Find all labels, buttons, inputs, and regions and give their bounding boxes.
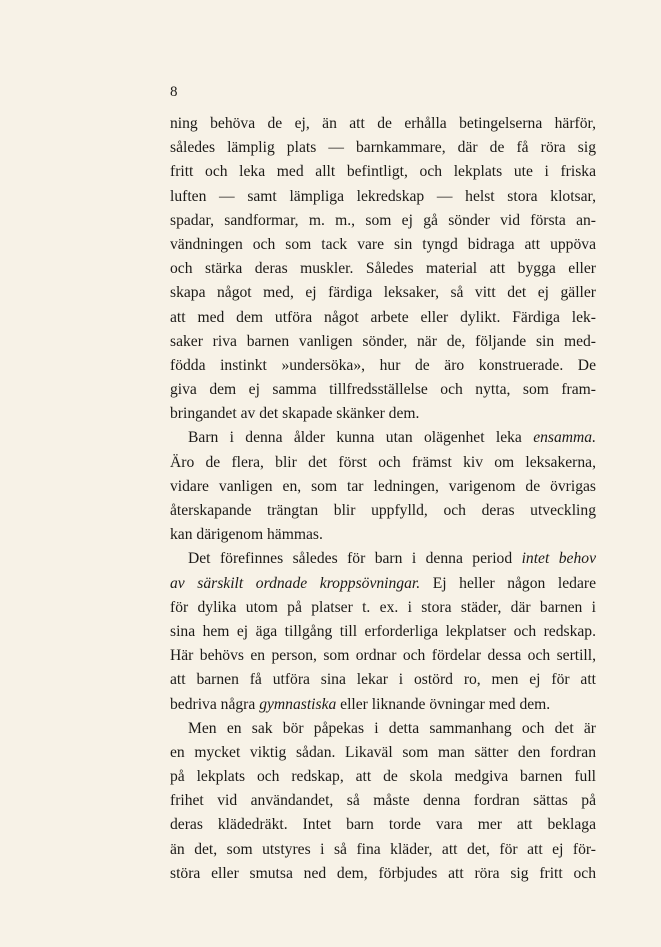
text-segment: deras klädedräkt. Intet barn torde vara mer att beklaga bbox=[170, 816, 596, 834]
text-segment: bedriva några bbox=[170, 695, 260, 713]
text-line bbox=[170, 596, 596, 620]
body-text bbox=[170, 112, 596, 886]
text-segment: fritt och leka med allt befintligt, och lekplats ute i friska bbox=[170, 163, 596, 181]
text-segment: en mycket viktig sådan. Likaväl som man sätter den fordran bbox=[170, 743, 596, 761]
text-line bbox=[170, 402, 596, 426]
italic-phrase: gymnastiska bbox=[259, 695, 337, 713]
text-segment: luften — samt lämpliga lekredskap — helst stora klotsar, bbox=[170, 187, 596, 205]
text-line bbox=[170, 693, 596, 717]
text-segment: störa eller smutsa ned dem, förbjudes att röra sig fritt och bbox=[170, 864, 596, 882]
text-line bbox=[170, 330, 596, 354]
text-segment: således lämplig plats — barnkammare, där de få röra sig bbox=[170, 139, 596, 157]
text-line bbox=[170, 136, 596, 160]
text-segment: kan därigenom hämmas. bbox=[170, 526, 323, 544]
text-segment: sina hem ej äga tillgång till erforderliga lekplatser och redskap. bbox=[170, 622, 596, 640]
text-segment: vidare vanligen en, som tar ledningen, varigenom de övrigas bbox=[170, 477, 596, 495]
text-line bbox=[170, 789, 596, 813]
text-segment: Ej heller någon ledare bbox=[420, 574, 596, 592]
text-line bbox=[170, 838, 596, 862]
text-line bbox=[170, 862, 596, 886]
text-segment: ning behöva de ej, än att de erhålla betingelserna härför, bbox=[170, 115, 596, 132]
text-line bbox=[170, 813, 596, 837]
text-segment: skapa något med, ej färdiga leksaker, så vitt det ej gäller bbox=[170, 284, 596, 302]
text-line bbox=[170, 354, 596, 378]
text-segment: Det förefinnes således för barn i denna period bbox=[188, 550, 522, 568]
italic-phrase: av särskilt ordnade kroppsövningar. bbox=[170, 574, 421, 592]
text-line bbox=[170, 378, 596, 402]
text-segment: på lekplats och redskap, att de skola medgiva barnen full bbox=[170, 768, 596, 786]
text-line bbox=[170, 572, 596, 596]
text-line bbox=[170, 306, 596, 330]
text-line bbox=[170, 160, 596, 184]
text-line bbox=[170, 451, 596, 475]
text-segment: och stärka deras muskler. Således material att bygga eller bbox=[170, 260, 596, 278]
text-line bbox=[170, 475, 596, 499]
text-line bbox=[170, 620, 596, 644]
text-segment: saker riva barnen vanligen sönder, när de, följande sin med- bbox=[170, 332, 596, 350]
text-segment: Barn i denna ålder kunna utan olägenhet leka bbox=[188, 429, 534, 447]
text-line bbox=[170, 644, 596, 668]
text-segment: bringandet av det skapade skänker dem. bbox=[170, 405, 420, 423]
text-segment: giva dem ej samma tillfredsställelse och nytta, som fram- bbox=[170, 381, 596, 399]
text-segment: Men en sak bör påpekas i detta sammanhang och det är bbox=[188, 719, 596, 737]
text-line bbox=[170, 257, 596, 281]
text-segment: vändningen och som tack vare sin tyngd bidraga att uppöva bbox=[170, 235, 596, 253]
text-line bbox=[170, 112, 596, 136]
italic-phrase: ensamma. bbox=[533, 429, 596, 447]
text-line bbox=[170, 185, 596, 209]
text-line bbox=[170, 547, 596, 571]
text-segment: eller liknande övningar med dem. bbox=[336, 695, 551, 713]
text-segment: frihet vid användandet, så måste denna fordran sättas på bbox=[170, 792, 596, 810]
text-segment: födda instinkt »undersöka», hur de äro konstruerade. De bbox=[170, 356, 596, 374]
page-number: 8 bbox=[170, 84, 178, 100]
text-segment: för dylika utom på platser t. ex. i stora städer, där barnen i bbox=[170, 598, 596, 616]
text-segment: Här behövs en person, som ordnar och fördelar dessa och sertill, bbox=[170, 647, 596, 665]
text-line bbox=[170, 765, 596, 789]
text-segment: att barnen få utföra sina lekar i ostörd ro, men ej för att bbox=[170, 671, 596, 689]
text-segment: spadar, sandformar, m. m., som ej gå sönder vid första an- bbox=[170, 211, 596, 229]
text-segment: än det, som utstyres i så fina kläder, att det, för att ej för- bbox=[170, 840, 596, 858]
text-line bbox=[170, 499, 596, 523]
text-segment: återskapande trängtan blir uppfylld, och deras utveckling bbox=[170, 502, 596, 519]
text-line bbox=[170, 281, 596, 305]
text-segment: Äro de flera, blir det först och främst kiv om leksakerna, bbox=[170, 453, 596, 471]
italic-phrase: intet behov bbox=[521, 550, 596, 568]
text-line bbox=[170, 233, 596, 257]
text-line bbox=[170, 523, 596, 547]
text-line bbox=[170, 668, 596, 692]
text-segment: att med dem utföra något arbete eller dylikt. Färdiga lek- bbox=[170, 308, 596, 326]
text-line bbox=[170, 717, 596, 741]
text-line bbox=[170, 426, 596, 450]
text-line bbox=[170, 741, 596, 765]
text-line bbox=[170, 209, 596, 233]
